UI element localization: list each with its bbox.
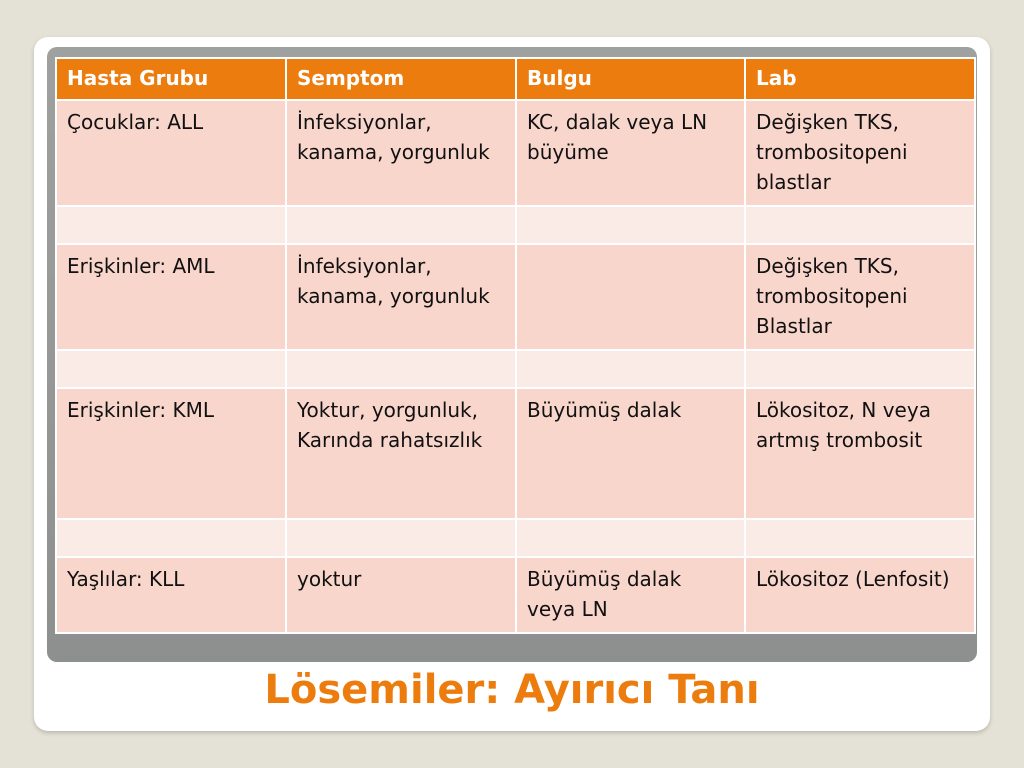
table-header-row xyxy=(56,58,975,100)
slide-title: Lösemiler: Ayırıcı Tanı xyxy=(264,667,760,713)
table-cell: Yoktur, yorgunluk, Karında rahatsızlık xyxy=(286,388,516,519)
table-cell xyxy=(286,350,516,388)
table-cell: Lökositoz (Lenfosit) xyxy=(745,557,975,633)
table-row-all xyxy=(56,100,975,206)
table-cell: Değişken TKS, trombositopeni Blastlar xyxy=(745,244,975,350)
table-cell xyxy=(516,206,745,244)
table-cell: İnfeksiyonlar, kanama, yorgunluk xyxy=(286,244,516,350)
table-row-kml xyxy=(56,388,975,519)
table-cell: Erişkinler: AML xyxy=(56,244,286,350)
table-row-empty xyxy=(56,519,975,557)
table-row-kll xyxy=(56,557,975,633)
table-cell xyxy=(516,519,745,557)
differential-diagnosis-table xyxy=(55,57,976,634)
header-lab: Lab xyxy=(745,58,975,100)
table-row-empty xyxy=(56,206,975,244)
table-cell xyxy=(745,206,975,244)
table-cell: Lökositoz, N veya artmış trombosit xyxy=(745,388,975,519)
table-cell: Çocuklar: ALL xyxy=(56,100,286,206)
table-cell: Erişkinler: KML xyxy=(56,388,286,519)
table-cell: yoktur xyxy=(286,557,516,633)
table-cell: Değişken TKS, trombositopeni blastlar xyxy=(745,100,975,206)
header-bulgu: Bulgu xyxy=(516,58,745,100)
table-cell: Yaşlılar: KLL xyxy=(56,557,286,633)
table-cell xyxy=(516,244,745,350)
table-cell xyxy=(745,350,975,388)
table-cell: KC, dalak veya LN büyüme xyxy=(516,100,745,206)
table-cell xyxy=(516,350,745,388)
table-cell: Büyümüş dalak xyxy=(516,388,745,519)
header-hasta-grubu: Hasta Grubu xyxy=(56,58,286,100)
table-container xyxy=(55,57,974,634)
header-semptom: Semptom xyxy=(286,58,516,100)
table-cell xyxy=(56,350,286,388)
table-cell xyxy=(286,206,516,244)
table-cell: Büyümüş dalak veya LN xyxy=(516,557,745,633)
table-cell xyxy=(286,519,516,557)
table-row-aml xyxy=(56,244,975,350)
table-row-empty xyxy=(56,350,975,388)
table-cell xyxy=(56,206,286,244)
table-cell xyxy=(745,519,975,557)
table-cell: İnfeksiyonlar, kanama, yorgunluk xyxy=(286,100,516,206)
table-cell xyxy=(56,519,286,557)
